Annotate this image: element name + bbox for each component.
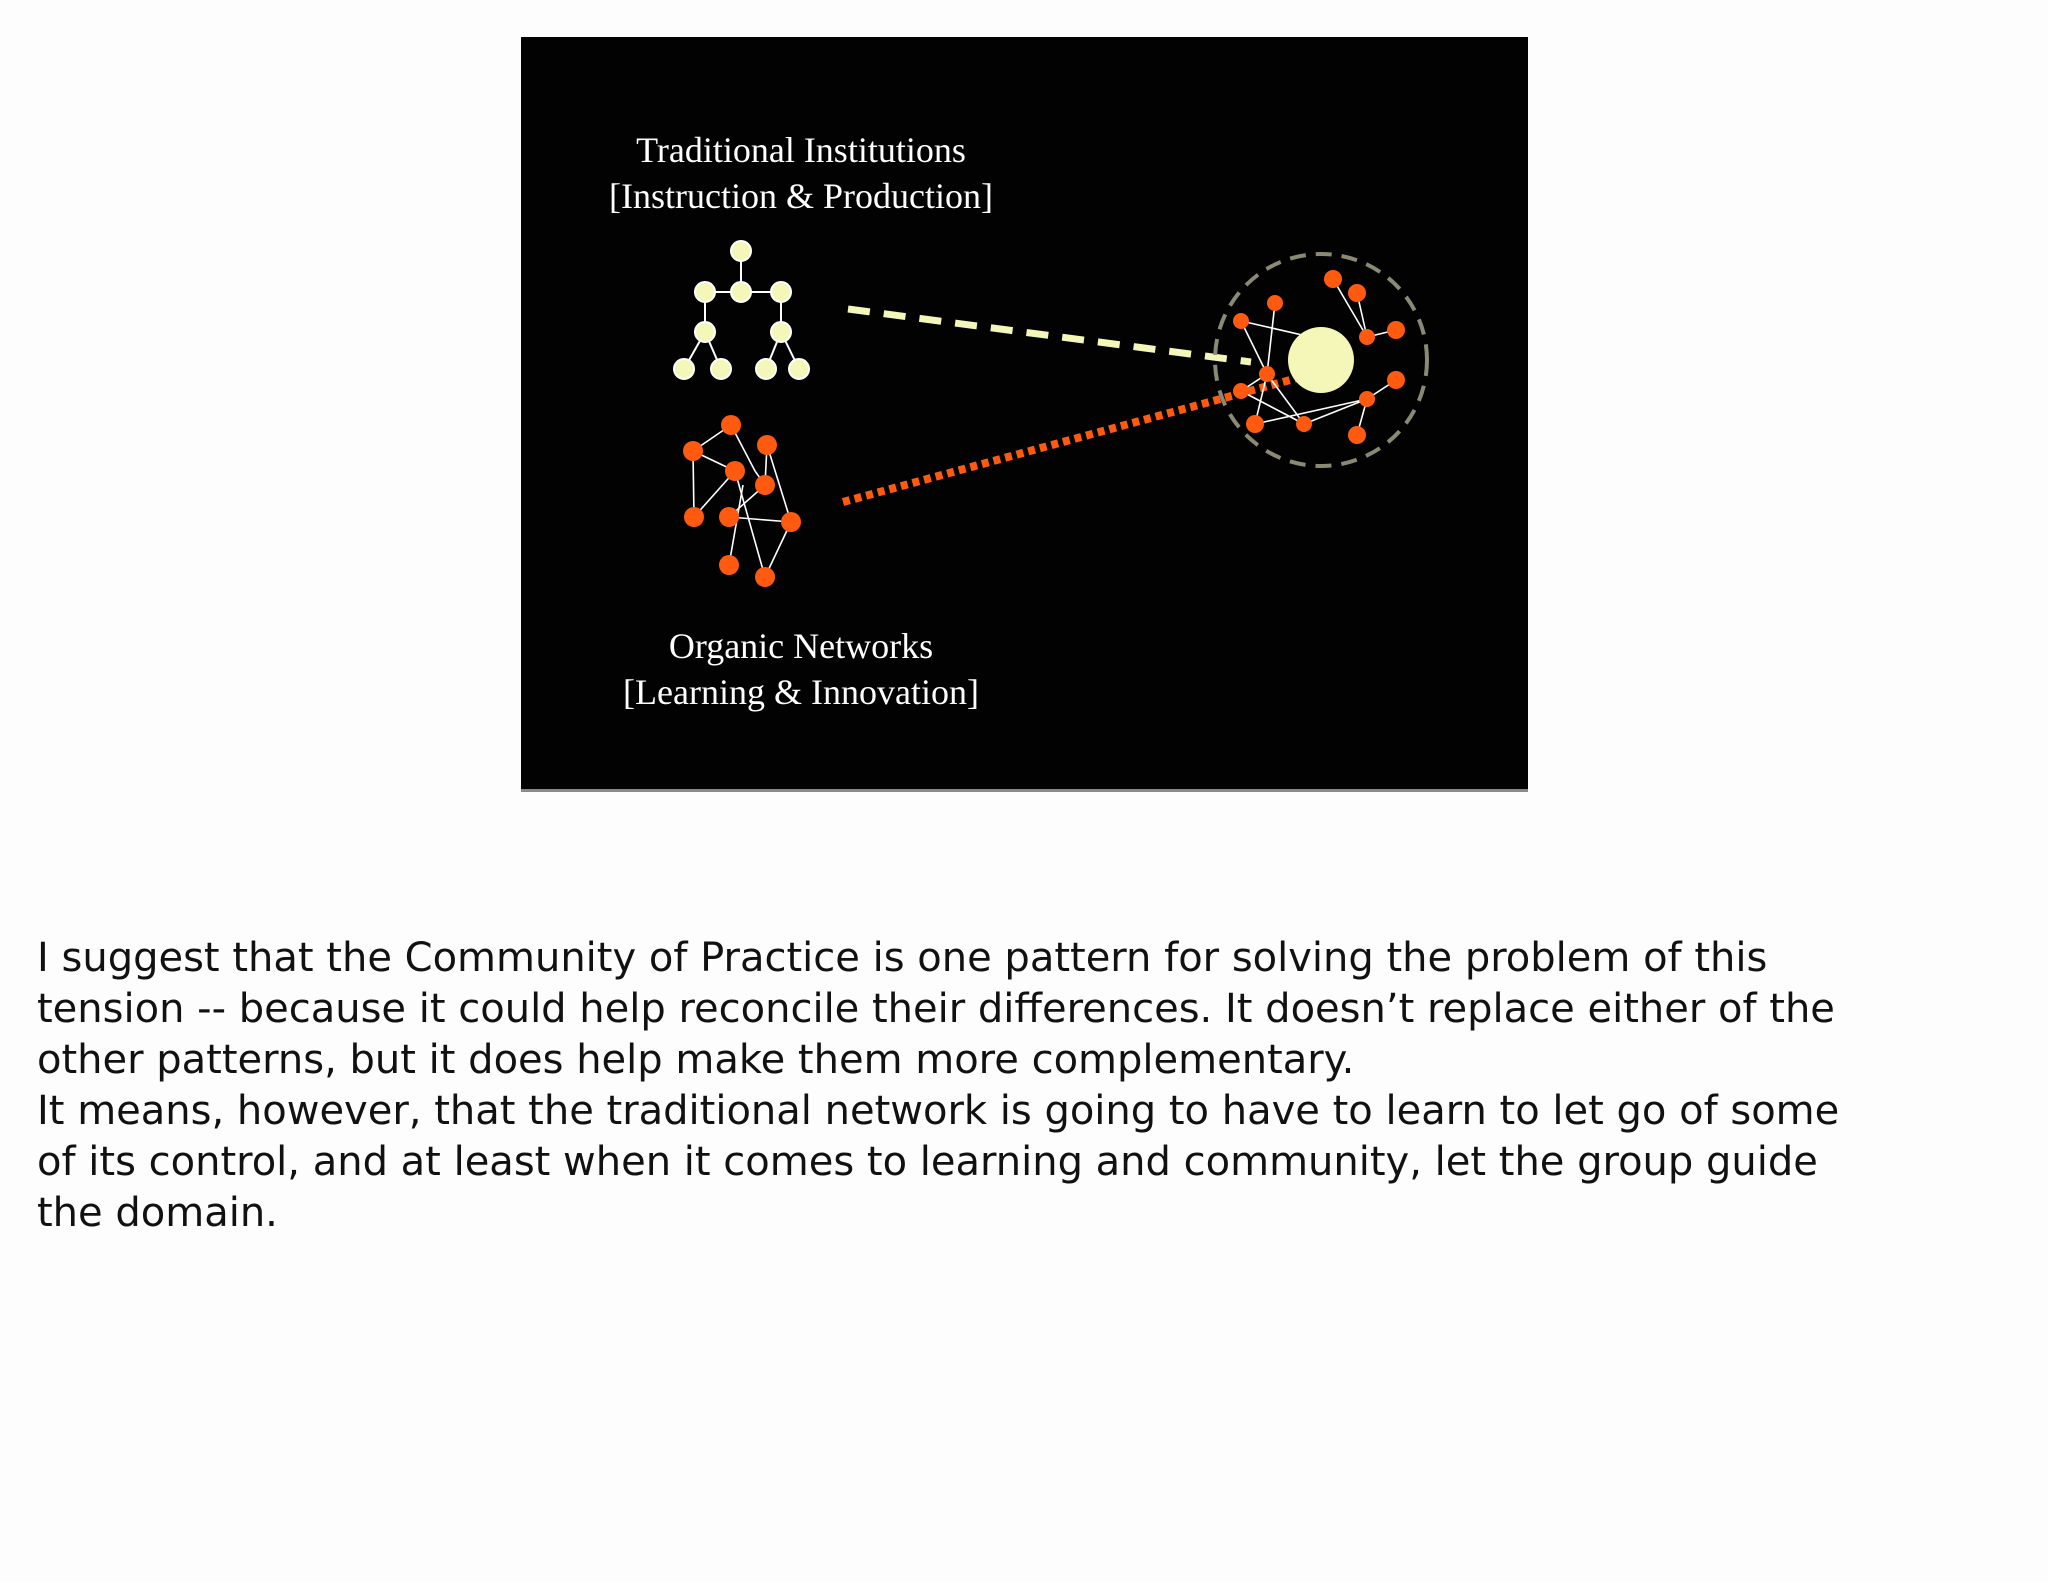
- organic-label-line1: Organic Networks: [668, 626, 934, 666]
- traditional-institutions-label: [521, 127, 1081, 219]
- hierarchy-tree-icon: [674, 241, 809, 379]
- institution-connector-line: [848, 309, 1251, 362]
- organic-label-line2: [Learning & Innovation]: [623, 672, 979, 712]
- notes-paragraph-1: I suggest that the Community of Practice is one pattern for solving the problem of this tension -- because it could help reconcile their differences. It doesn’t replace either of the other patterns, but it does help make them more complementary.: [37, 935, 1835, 1083]
- traditional-label-line1: Traditional Institutions: [636, 130, 966, 170]
- network-connector-line: [843, 377, 1301, 502]
- traditional-label-line2: [Instruction & Production]: [609, 176, 993, 216]
- notes-paragraph-2: It means, however, that the traditional network is going to have to learn to let go of some of its control, and at least when it comes to learning and community, let the group guide the domain.: [37, 1088, 1840, 1236]
- slide-image: [521, 37, 1528, 792]
- speaker-notes: [37, 933, 2017, 1239]
- organic-networks-label: [521, 623, 1081, 715]
- organic-network-icon: [683, 415, 801, 587]
